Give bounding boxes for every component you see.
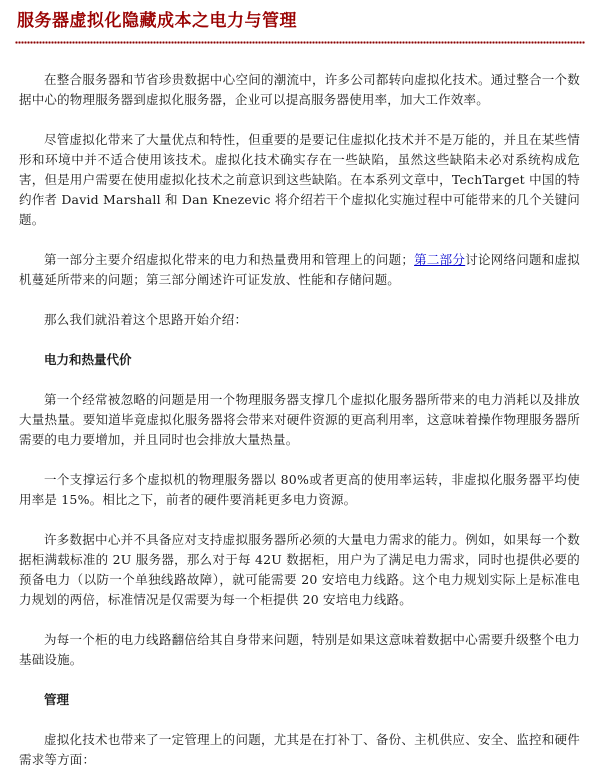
paragraph-caveats: 尽管虚拟化带来了大量优点和特性，但重要的是要记住虚拟化技术并不是万能的，并且在某些情形和环境中并不适合使用该技术。虚拟化技术确实存在一些缺陷，虽然这些缺陷未必对系统构成危害，但是用户需要在使用虚拟化技术之前意识到这些缺陷。在本系列文章中，TechTarget 中国的特约作者 David Marshall 和 Dan Knezevic 将介绍若干个虚拟化实施过程中可能带来的几个关键问题。 [19, 132, 580, 227]
paragraph-series-outline [19, 250, 580, 290]
article-body [0, 70, 600, 770]
paragraph-power-capacity: 许多数据中心并不具备应对支持虚拟服务器所必须的大量电力需求的能力。例如，如果每一个数据柜满载标准的 2U 服务器，那么对于每 42U 数据柜，用户为了满足电力需求，同时也提供必要的预备电力（以防一个单独线路故障），就可能需要 20 安培电力线路。这个电力规划实际上是标准电力规划的两倍，标准情况是仅需要为每一个柜提供 20 安培电力线路。 [19, 532, 580, 607]
title-divider [15, 41, 585, 44]
paragraph-lead-in: 那么我们就沿着这个思路开始介绍： [44, 312, 248, 327]
paragraph-utilization: 一个支撑运行多个虚拟机的物理服务器以 80%或者更高的使用率运转，非虚拟化服务器平均使用率是 15%。相比之下，前者的硬件要消耗更多电力资源。 [19, 472, 580, 507]
section-heading-power: 电力和热量代价 [44, 352, 132, 367]
paragraph-intro: 在整合服务器和节省珍贵数据中心空间的潮流中，许多公司都转向虚拟化技术。通过整合一个数据中心的物理服务器到虚拟化服务器，企业可以提高服务器使用率，加大工作效率。 [19, 72, 580, 107]
section-heading-management: 管理 [44, 692, 70, 707]
paragraph-power-cost: 第一个经常被忽略的问题是用一个物理服务器支撑几个虚拟化服务器所带来的电力消耗以及排放大量热量。要知道毕竟虚拟化服务器将会带来对硬件资源的更高利用率，这意味着操作物理服务器所需要的电力要增加，并且同时也会排放大量热量。 [19, 392, 580, 447]
paragraph-management: 虚拟化技术也带来了一定管理上的问题，尤其是在打补丁、备份、主机供应、安全、监控和硬件需求等方面： [19, 732, 580, 767]
series-outline-text-2: 讨论网络问题和虚拟机蔓延所带来的问题；第三部分阐述许可证发放、性能和存储问题。 [19, 252, 580, 287]
page-title: 服务器虚拟化隐藏成本之电力与管理 [17, 11, 297, 31]
part-two-link[interactable]: 第二部分 [414, 252, 466, 267]
paragraph-power-upgrade: 为每一个柜的电力线路翻倍给其自身带来问题，特别是如果这意味着数据中心需要升级整个电力基础设施。 [19, 632, 580, 667]
series-outline-text-1: 第一部分主要介绍虚拟化带来的电力和热量费用和管理上的问题； [44, 252, 415, 267]
